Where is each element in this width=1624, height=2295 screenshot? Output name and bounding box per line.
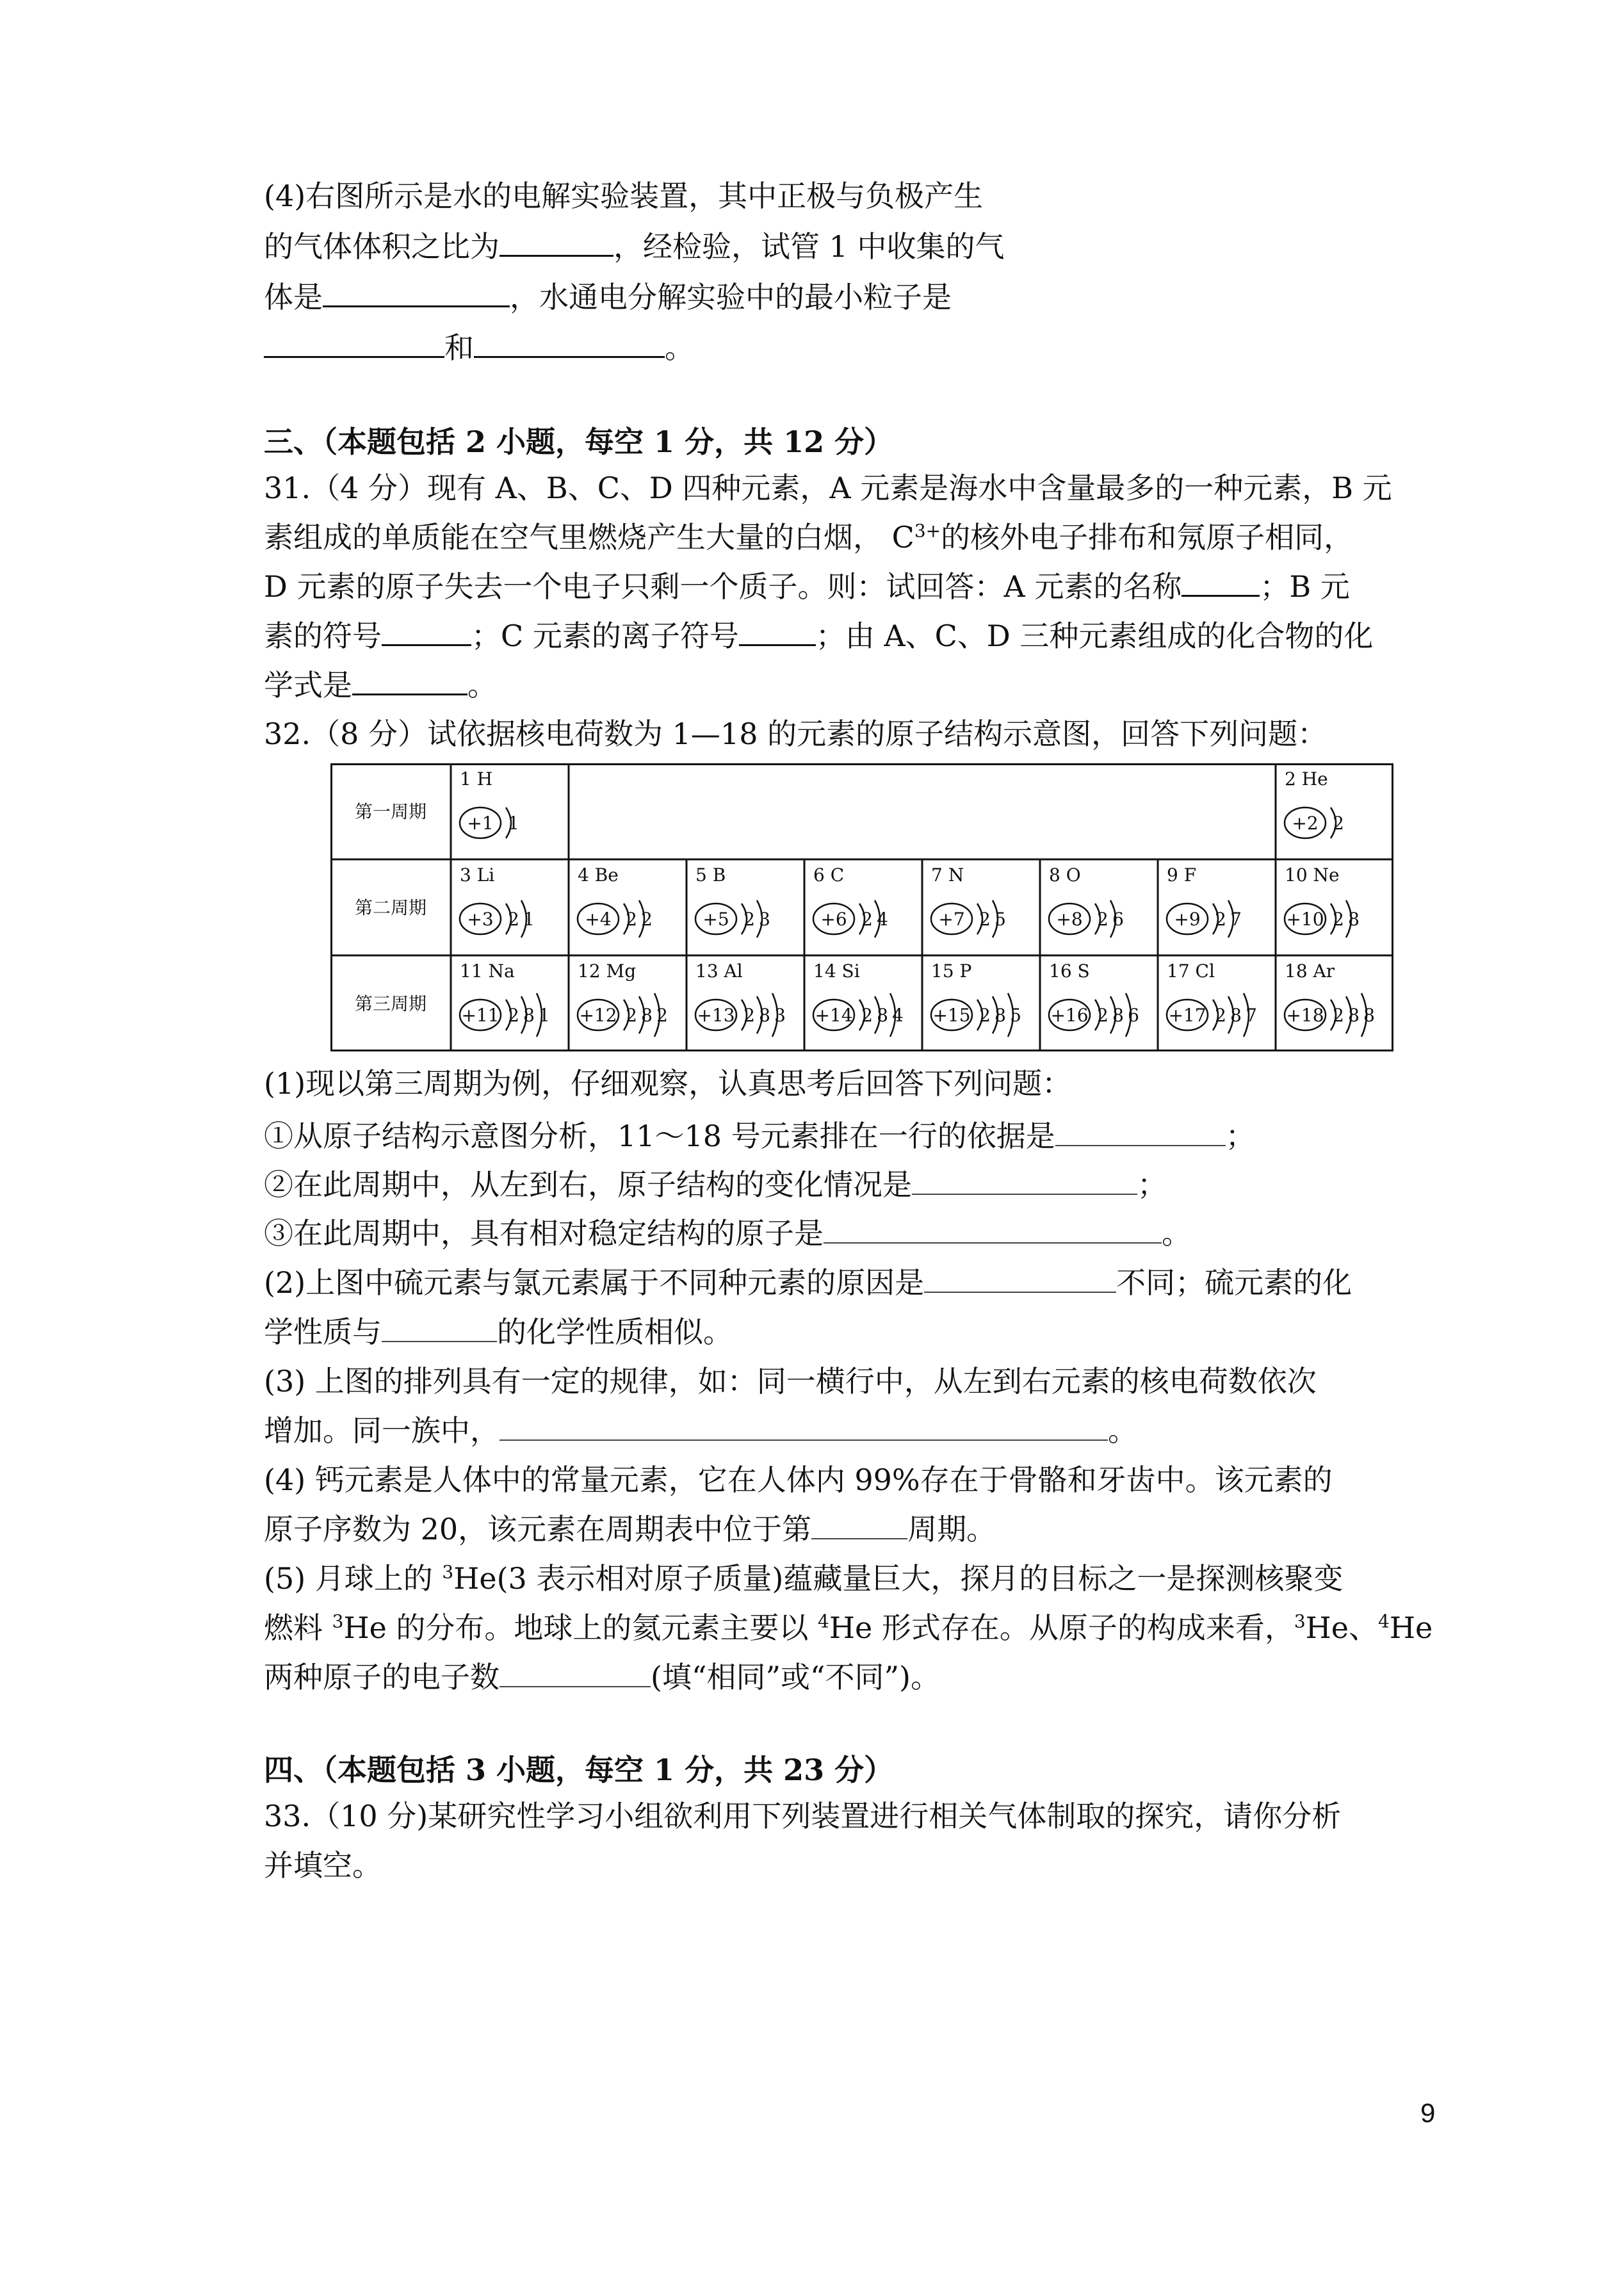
shell-electron-count: 2 (861, 909, 873, 930)
element-cell (578, 864, 653, 937)
answer-blank[interactable] (499, 228, 613, 257)
nucleus-charge: +5 (702, 909, 729, 930)
period-label: 第三周期 (354, 993, 427, 1014)
shell-electron-count: 2 (1097, 909, 1108, 930)
answer-blank[interactable] (264, 329, 444, 358)
element-label: 16 S (1049, 961, 1090, 982)
element-cell (1167, 864, 1242, 937)
element-cell (813, 864, 888, 937)
element-cell (813, 961, 904, 1037)
period-label: 第一周期 (354, 801, 427, 822)
element-label: 5 B (695, 864, 726, 886)
answer-blank[interactable] (824, 1218, 1162, 1244)
q32-p5-line3: 两种原子的电子数 (填“相同”或“不同”)。 (264, 1660, 940, 1694)
shell-electron-count: 6 (1112, 909, 1124, 930)
shell-electron-count: 2 (743, 1005, 755, 1026)
q33-line2: 并填空。 (264, 1848, 382, 1883)
element-cell (931, 864, 1006, 937)
answer-blank[interactable] (323, 279, 510, 307)
shell-electron-count: 2 (508, 1005, 519, 1026)
answer-blank[interactable] (1181, 568, 1260, 597)
shell-electron-count: 8 (759, 1005, 770, 1026)
nucleus-charge: +17 (1168, 1005, 1206, 1026)
q32-p1-c: ③在此周期中，具有相对稳定结构的原子是 。 (264, 1216, 1191, 1251)
page-number: 9 (1420, 2098, 1436, 2128)
shell-electron-count: 1 (539, 1005, 550, 1026)
nucleus-charge: +13 (697, 1005, 735, 1026)
shell-electron-count: 1 (508, 813, 519, 834)
shell-electron-count: 2 (1333, 813, 1344, 834)
shell-electron-count: 8 (1363, 1005, 1375, 1026)
q32-p5-line2: 燃料 $^3$He 的分布。地球上的氦元素主要以 $^4$He 形式存在。从原子的构成来看，$^3$He、$^4$He (264, 1610, 1433, 1645)
shell-electron-count: 2 (1215, 909, 1226, 930)
shell-electron-count: 7 (1230, 909, 1242, 930)
atomic-structure-table (330, 763, 1393, 1051)
element-label: 12 Mg (578, 961, 637, 982)
element-cells (355, 768, 1375, 1037)
element-label: 11 Na (460, 961, 515, 982)
shell-electron-count: 2 (626, 909, 637, 930)
element-label: 10 Ne (1285, 864, 1340, 886)
element-label: 4 Be (578, 864, 619, 886)
element-cell (931, 961, 1021, 1037)
shell-electron-count: 8 (523, 1005, 535, 1026)
q33-line1: 33.（10 分)某研究性学习小组欲利用下列装置进行相关气体制取的探究，请你分析 (264, 1799, 1342, 1833)
shell-electron-count: 5 (1010, 1005, 1021, 1026)
element-label: 13 Al (695, 961, 743, 982)
q31-line3: D 元素的原子失去一个电子只剩一个质子。则：试回答：A 元素的名称 ；B 元 (264, 569, 1350, 604)
element-label: 18 Ar (1285, 961, 1335, 982)
nucleus-charge: +15 (932, 1005, 971, 1026)
q32-p1-intro: (1)现以第三周期为例，仔细观察，认真思考后回答下列问题： (264, 1066, 1072, 1101)
shell-electron-count: 2 (641, 909, 653, 930)
q32-p2-line1: (2)上图中硫元素与氯元素属于不同种元素的原因是 不同；硫元素的化 (264, 1265, 1352, 1300)
q32-p3-line2: 增加。同一族中， 。 (264, 1413, 1137, 1448)
element-label: 8 O (1049, 864, 1081, 886)
nucleus-charge: +18 (1286, 1005, 1324, 1026)
element-label: 9 F (1167, 864, 1197, 886)
shell-electron-count: 8 (1348, 909, 1360, 930)
q31-line4: 素的符号 ；C 元素的离子符号 ；由 A、C、D 三种元素组成的化合物的化 (264, 619, 1374, 653)
element-label: 7 N (931, 864, 964, 886)
element-label: 6 C (813, 864, 845, 886)
shell-electron-count: 2 (1333, 909, 1344, 930)
element-cell (460, 768, 519, 838)
nucleus-charge: +16 (1050, 1005, 1089, 1026)
element-cell (578, 961, 668, 1037)
shell-electron-count: 8 (1230, 1005, 1242, 1026)
shell-electron-count: 1 (523, 909, 535, 930)
shell-electron-count: 2 (1215, 1005, 1226, 1026)
nucleus-charge: +2 (1292, 813, 1319, 834)
element-cell (695, 961, 786, 1037)
element-cell (1049, 961, 1139, 1037)
element-cell (1285, 768, 1344, 838)
q32-p1-b: ②在此周期中，从左到右，原子结构的变化情况是 ； (264, 1167, 1167, 1202)
answer-blank[interactable] (499, 1415, 1108, 1441)
section-4-heading: 四、（本题包括 3 小题，每空 1 分，共 23 分） (264, 1753, 894, 1787)
nucleus-charge: +8 (1056, 909, 1083, 930)
q32-p2-line2: 学性质与 的化学性质相似。 (264, 1315, 733, 1349)
nucleus-charge: +14 (815, 1005, 853, 1026)
shell-electron-count: 2 (626, 1005, 637, 1026)
answer-blank[interactable] (352, 667, 467, 695)
shell-electron-count: 7 (1246, 1005, 1257, 1026)
element-cell (1285, 864, 1360, 937)
element-cell (1285, 961, 1375, 1037)
shell-electron-count: 2 (743, 909, 755, 930)
element-label: 2 He (1285, 768, 1328, 790)
element-label: 17 Cl (1167, 961, 1215, 982)
q30-4-line4: 和 。 (264, 328, 694, 367)
shell-electron-count: 5 (995, 909, 1006, 930)
shell-electron-count: 4 (877, 909, 888, 930)
shell-electron-count: 3 (774, 1005, 786, 1026)
element-label: 15 P (931, 961, 972, 982)
q30-4-line2: 的气体体积之比为 ，经检验，试管 1 中收集的气 (264, 229, 1005, 264)
q32-p3-line1: (3) 上图的排列具有一定的规律，如：同一横行中，从左到右元素的核电荷数依次 (264, 1364, 1317, 1399)
answer-blank[interactable] (924, 1267, 1116, 1293)
answer-blank[interactable] (739, 617, 816, 646)
element-cell (695, 864, 770, 937)
shell-electron-count: 8 (1348, 1005, 1360, 1026)
element-cell (460, 864, 535, 937)
q31-line1: 31.（4 分）现有 A、B、C、D 四种元素，A 元素是海水中含量最多的一种元素，B 元 (264, 471, 1392, 505)
nucleus-charge: +7 (938, 909, 965, 930)
nucleus-charge: +6 (820, 909, 847, 930)
nucleus-charge: +12 (579, 1005, 617, 1026)
shell-electron-count: 2 (656, 1005, 668, 1026)
q32-intro: 32.（8 分）试依据核电荷数为 1—18 的元素的原子结构示意图，回答下列问题： (264, 717, 1328, 751)
period-label: 第二周期 (354, 897, 427, 918)
shell-electron-count: 2 (979, 909, 991, 930)
shell-electron-count: 2 (861, 1005, 873, 1026)
section-3-heading: 三、（本题包括 2 小题，每空 1 分，共 12 分） (264, 425, 894, 459)
element-label: 3 Li (460, 864, 495, 886)
element-cell (1167, 961, 1257, 1037)
element-cell (1049, 864, 1124, 937)
nucleus-charge: +3 (467, 909, 494, 930)
element-cell (460, 961, 550, 1037)
answer-blank[interactable] (382, 617, 471, 646)
shell-electron-count: 4 (892, 1005, 904, 1026)
nucleus-charge: +11 (461, 1005, 499, 1026)
shell-electron-count: 8 (641, 1005, 653, 1026)
answer-blank[interactable] (912, 1169, 1137, 1195)
shell-electron-count: 2 (508, 909, 519, 930)
nucleus-charge: +1 (467, 813, 494, 834)
q31-line5: 学式是 。 (264, 668, 497, 702)
shell-electron-count: 6 (1128, 1005, 1139, 1026)
q30-4-line3: 体是 ，水通电分解实验中的最小粒子是 (264, 280, 952, 314)
q30-4-line1: (4)右图所示是水的电解实验装置，其中正极与负极产生 (264, 179, 984, 213)
answer-blank[interactable] (499, 1662, 651, 1687)
q32-p1-a: ①从原子结构示意图分析，11～18 号元素排在一行的依据是 ； (264, 1119, 1255, 1153)
shell-electron-count: 2 (979, 1005, 991, 1026)
answer-blank[interactable] (1055, 1121, 1226, 1146)
answer-blank[interactable] (811, 1514, 907, 1539)
shell-electron-count: 2 (1333, 1005, 1344, 1026)
shell-electron-count: 8 (877, 1005, 888, 1026)
q31-line2: 素组成的单质能在空气里燃烧产生大量的白烟， $C^{3+}$的核外电子排布和氖原子相同， (264, 520, 1354, 555)
answer-blank[interactable] (474, 329, 665, 358)
element-label: 1 H (460, 768, 493, 790)
shell-electron-count: 8 (995, 1005, 1006, 1026)
q32-p4-line2: 原子序数为 20，该元素在周期表中位于第 周期。 (264, 1512, 996, 1546)
nucleus-charge: +10 (1286, 909, 1324, 930)
element-label: 14 Si (813, 961, 860, 982)
shell-electron-count: 8 (1112, 1005, 1124, 1026)
answer-blank[interactable] (382, 1317, 497, 1342)
shell-electron-count: 2 (1097, 1005, 1108, 1026)
q32-p5-line1: (5) 月球上的 $^3$He(3 表示相对原子质量)蕴藏量巨大，探月的目标之一是探测核聚变 (264, 1561, 1344, 1596)
nucleus-charge: +4 (585, 909, 612, 930)
q32-p4-line1: (4) 钙元素是人体中的常量元素，它在人体内 99%存在于骨骼和牙齿中。该元素的 (264, 1463, 1333, 1497)
shell-electron-count: 3 (759, 909, 770, 930)
nucleus-charge: +9 (1174, 909, 1201, 930)
